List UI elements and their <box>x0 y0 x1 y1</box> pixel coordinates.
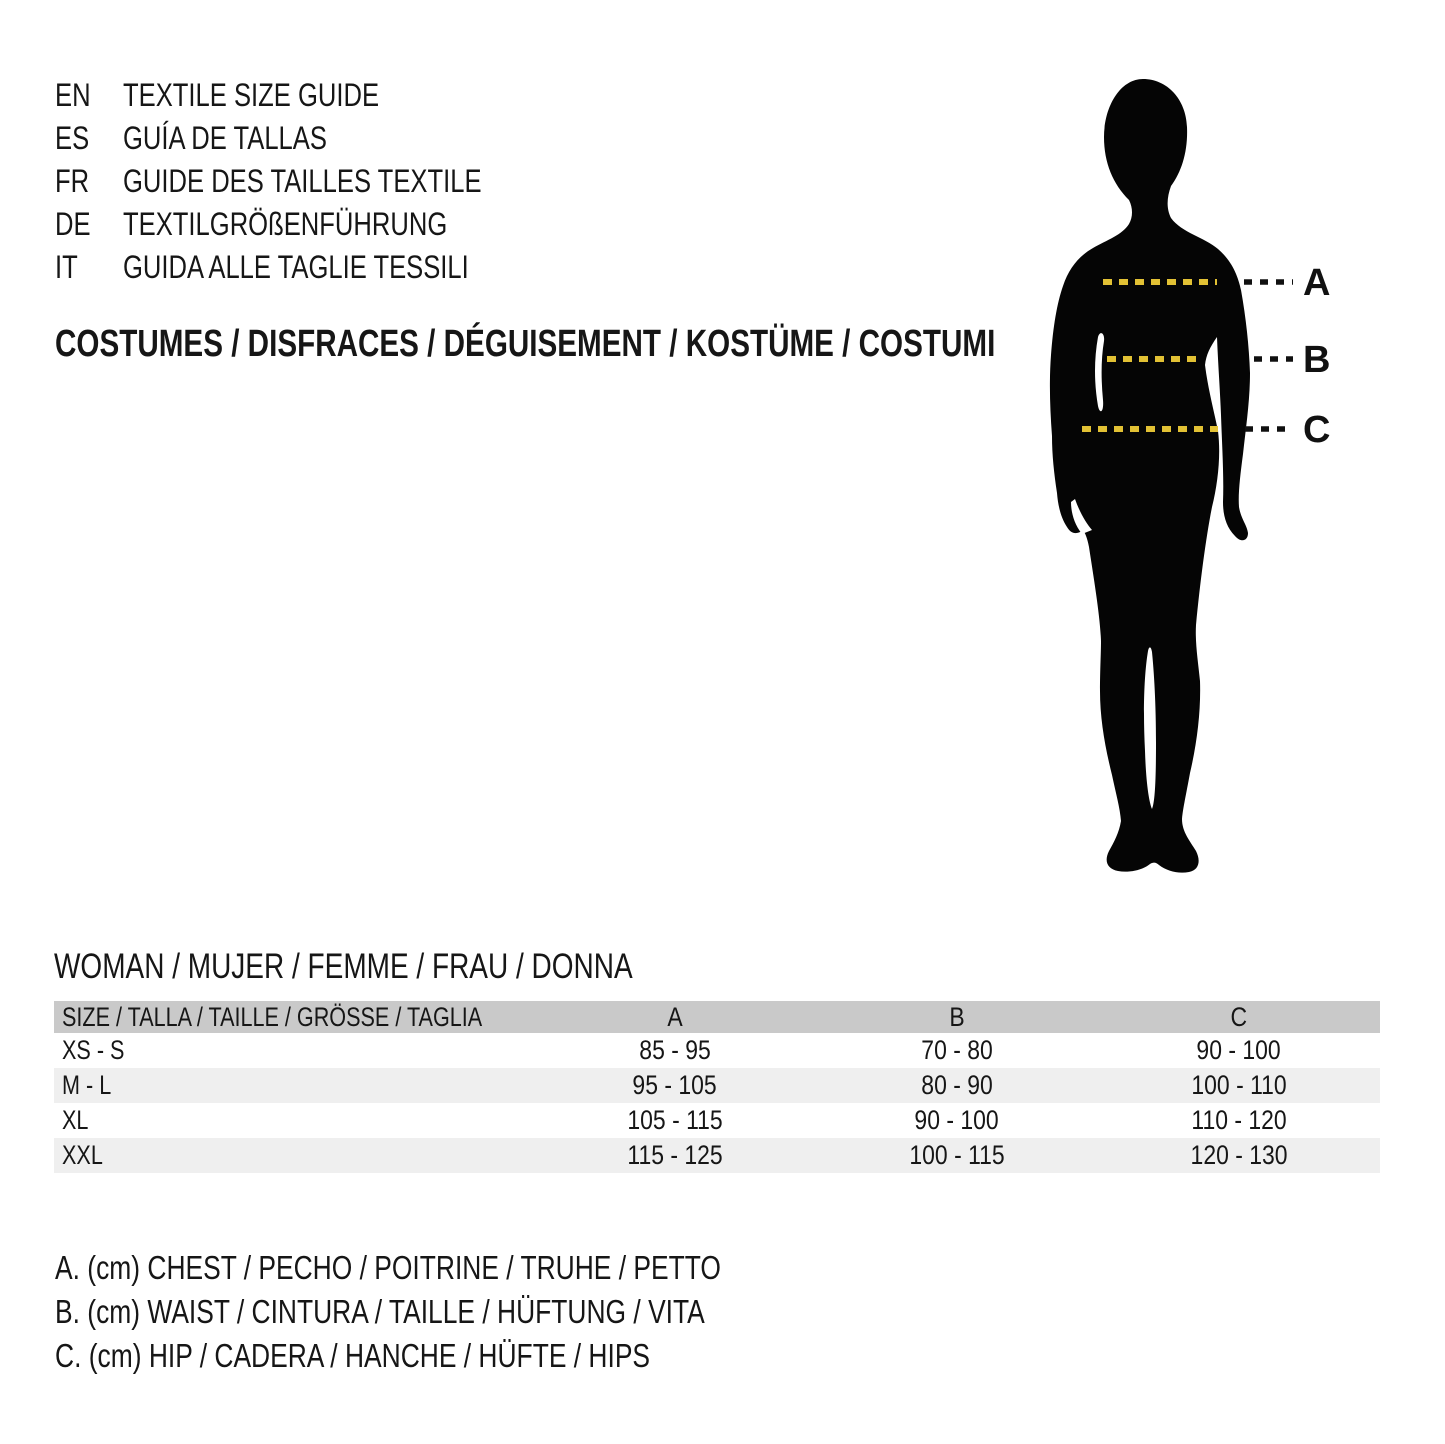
legend-row-waist: B. (cm) WAIST / CINTURA / TAILLE / HÜFTUNG / VITA <box>55 1293 705 1330</box>
language-row-it <box>55 246 571 289</box>
value-cell-c: 110 - 120 <box>1191 1105 1287 1135</box>
language-code: EN <box>55 77 91 113</box>
language-title: TEXTILE SIZE GUIDE <box>123 77 380 113</box>
header-cell-b: B <box>949 1001 965 1032</box>
language-code: ES <box>55 120 90 156</box>
value-cell-a: 105 - 115 <box>627 1105 723 1135</box>
value-cell-b: 70 - 80 <box>921 1035 993 1065</box>
size-cell: M - L <box>62 1070 112 1100</box>
table-section-title: WOMAN / MUJER / FEMME / FRAU / DONNA <box>54 947 633 986</box>
value-cell-b: 80 - 90 <box>921 1070 993 1100</box>
language-code: IT <box>55 249 78 285</box>
measurement-figure <box>1040 75 1340 885</box>
category-title: COSTUMES / DISFRACES / DÉGUISEMENT / KOSTÜME / COSTUMI <box>55 322 996 365</box>
language-guide-list <box>55 74 571 289</box>
language-code: FR <box>55 163 90 199</box>
language-title: GUIDE DES TAILLES TEXTILE <box>123 163 482 199</box>
value-cell-c: 120 - 130 <box>1190 1140 1288 1170</box>
table-row-xxl <box>54 1138 1380 1173</box>
table-row-m-l <box>54 1068 1380 1103</box>
legend-row-hip: C. (cm) HIP / CADERA / HANCHE / HÜFTE / HIPS <box>55 1337 651 1374</box>
value-cell-c: 100 - 110 <box>1191 1070 1287 1100</box>
value-cell-a: 95 - 105 <box>632 1070 718 1100</box>
language-row-es <box>55 117 571 160</box>
measure-label-c: C <box>1303 409 1331 451</box>
value-cell-b: 90 - 100 <box>914 1105 1000 1135</box>
header-cell-c: C <box>1230 1001 1248 1032</box>
language-row-de <box>55 203 571 246</box>
size-table <box>54 1001 1380 1173</box>
value-cell-a: 115 - 125 <box>627 1140 723 1170</box>
header-cell-size: SIZE / TALLA / TAILLE / GRÖSSE / TAGLIA <box>62 1001 483 1032</box>
size-cell: XL <box>62 1105 89 1135</box>
table-row-xs-s <box>54 1033 1380 1068</box>
language-row-en <box>55 74 571 117</box>
language-code: DE <box>55 206 91 242</box>
language-title: GUIDA ALLE TAGLIE TESSILI <box>123 249 469 285</box>
language-title: GUÍA DE TALLAS <box>123 120 327 156</box>
size-cell: XS - S <box>62 1035 125 1065</box>
header-cell-a: A <box>667 1001 683 1032</box>
size-table-header-row <box>54 1001 1380 1033</box>
value-cell-b: 100 - 115 <box>909 1140 1005 1170</box>
table-row-xl <box>54 1103 1380 1138</box>
value-cell-a: 85 - 95 <box>639 1035 711 1065</box>
language-row-fr <box>55 160 571 203</box>
legend-row-chest: A. (cm) CHEST / PECHO / POITRINE / TRUHE / PETTO <box>55 1249 721 1286</box>
measurement-legend <box>55 1246 887 1378</box>
woman-silhouette-figure <box>1040 75 1340 885</box>
measure-label-b: B <box>1303 339 1331 381</box>
measure-label-a: A <box>1303 262 1331 304</box>
size-cell: XXL <box>62 1140 103 1170</box>
language-title: TEXTILGRÖßENFÜHRUNG <box>123 206 448 242</box>
value-cell-c: 90 - 100 <box>1196 1035 1282 1065</box>
